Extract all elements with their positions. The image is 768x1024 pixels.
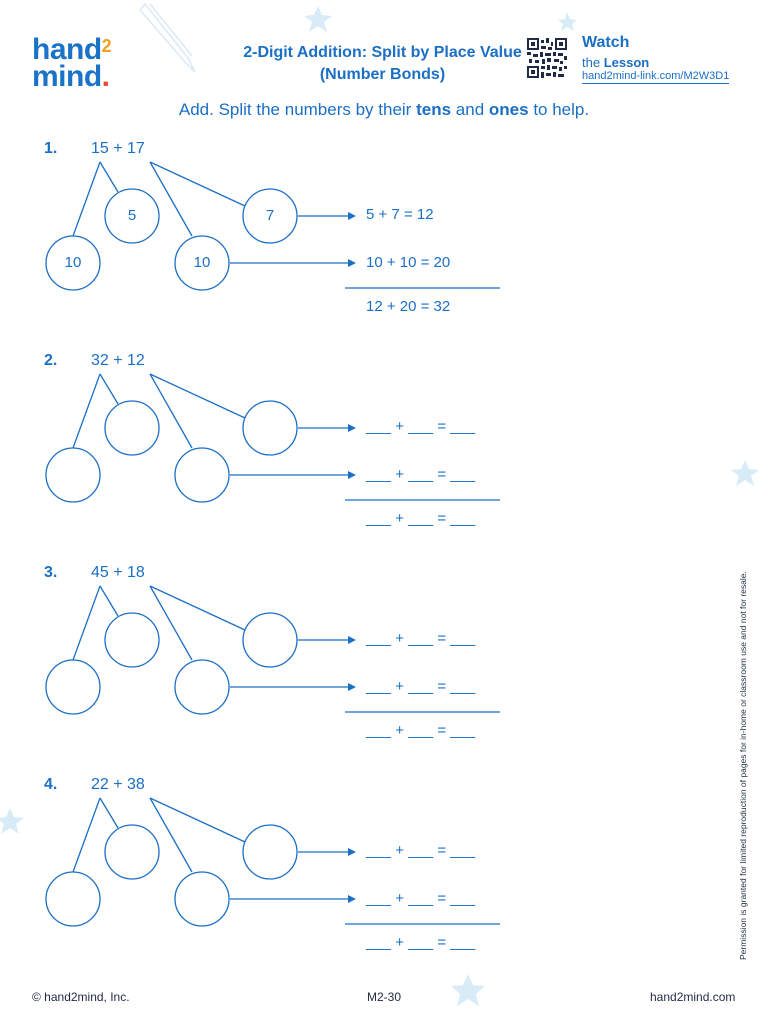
instructions-mid: and [455,100,485,119]
problem-expression: 22 + 38 [91,776,145,793]
total-equation: ___ + ___ = ___ [366,510,476,527]
bond-line [150,162,245,206]
ones-circle-a [105,401,159,455]
tens-circle-a [46,448,100,502]
instructions-ones: ones [488,100,529,119]
bond-line [150,586,245,630]
bond-line [100,586,118,616]
page-title: 2-Digit Addition: Split by Place Value (Number Bonds) [243,44,522,83]
tens-equation: ___ + ___ = ___ [366,890,476,907]
ones-value-a: 5 [127,207,137,224]
arrow-head-icon [348,848,356,856]
logo-dot: . [101,60,110,93]
arrow-head-icon [348,259,356,267]
bond-line [150,374,245,418]
lesson-subheading [582,55,649,70]
ones-circle-b [243,825,297,879]
problem-number: 2. [44,352,58,369]
tens-value-b: 10 [193,254,211,271]
ones-equation: 5 + 7 = 12 [366,206,434,223]
problem-expression: 15 + 17 [91,140,145,157]
qr-code-icon[interactable] [527,38,567,78]
footer-copyright: © hand2mind, Inc. [32,990,130,1004]
bond-line [73,162,100,236]
tens-circle-b [175,660,229,714]
logo-text-hand: hand [32,33,102,66]
total-equation: ___ + ___ = ___ [366,722,476,739]
instructions [0,100,768,120]
tens-circle-b [175,448,229,502]
instructions-pre: Add. Split the numbers by their [178,100,412,119]
arrow-head-icon [348,212,356,220]
bond-line [73,374,100,448]
watch-heading: Watch [582,34,630,51]
lesson-word: Lesson [603,55,650,70]
arrow-head-icon [348,895,356,903]
footer-page-number: M2-30 [367,990,402,1004]
star-icon [451,974,485,1006]
ones-circle-b [243,613,297,667]
footer-site: hand2mind.com [650,990,736,1004]
bond-line [73,586,100,660]
ones-circle-a [105,825,159,879]
ones-equation: ___ + ___ = ___ [366,842,476,859]
total-equation: 12 + 20 = 32 [366,298,451,315]
tens-equation: ___ + ___ = ___ [366,466,476,483]
tens-value-a: 10 [64,254,82,271]
lesson-link[interactable]: hand2mind-link.com/M2W3D1 [582,70,730,82]
problem-expression: 32 + 12 [91,352,145,369]
arrow-head-icon [348,424,356,432]
ones-equation: ___ + ___ = ___ [366,418,476,435]
lesson-prefix: the [582,55,601,70]
tens-circle-a [46,660,100,714]
problem-expression: 45 + 18 [91,564,145,581]
star-icon [558,12,577,31]
instructions-post: to help. [533,100,590,119]
permission-note: Permission is granted for limited reproduction of pages for in-home or classroom use and not for resale. [738,571,748,960]
ones-equation: ___ + ___ = ___ [366,630,476,647]
bond-line [100,374,118,404]
bond-line [73,798,100,872]
brand-logo [32,33,112,93]
tens-equation: ___ + ___ = ___ [366,678,476,695]
number-bond-diagram [0,574,768,744]
tens-circle-a [46,872,100,926]
tens-equation: 10 + 10 = 20 [366,254,451,271]
arrow-head-icon [348,636,356,644]
tens-circle-b [175,872,229,926]
bond-line [150,798,245,842]
ones-circle-b [243,401,297,455]
arrow-head-icon [348,471,356,479]
problem-number: 4. [44,776,58,793]
number-bond-diagram [0,786,768,956]
pencil-icon [140,4,195,72]
bond-line [100,798,118,828]
logo-text-two: 2 [101,36,112,56]
number-bond-diagram [0,150,768,320]
arrow-head-icon [348,683,356,691]
bond-line [100,162,118,192]
logo-text-mind: mind [32,60,102,93]
total-equation: ___ + ___ = ___ [366,934,476,951]
problem-number: 3. [44,564,58,581]
ones-circle-a [105,613,159,667]
number-bond-diagram [0,362,768,532]
ones-value-b: 7 [265,207,275,224]
instructions-tens: tens [416,100,452,119]
star-icon [304,6,332,32]
problem-number: 1. [44,140,58,157]
